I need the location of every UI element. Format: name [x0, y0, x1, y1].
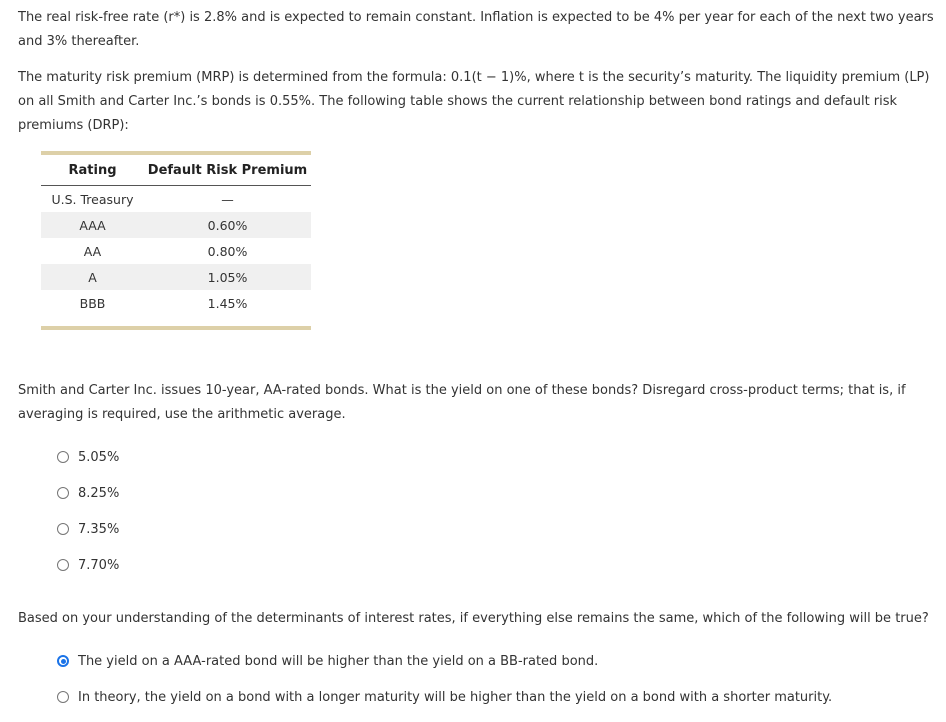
option-label: In theory, the yield on a bond with a longer maturity will be higher than the yield on a bond with a shorter maturity.: [78, 689, 833, 705]
premium-cell: 0.60%: [144, 212, 311, 238]
premium-cell: —: [221, 191, 234, 207]
premium-column-header: Default Risk Premium: [144, 153, 311, 186]
table-header-row: [41, 153, 311, 186]
table-spacer-row: [41, 316, 311, 328]
q1-option-1[interactable]: [57, 483, 119, 503]
table-row: [41, 238, 311, 264]
rating-column-header: Rating: [41, 153, 144, 186]
radio-button[interactable]: [57, 655, 69, 667]
rating-cell: AAA: [41, 212, 144, 238]
mrp-paragraph: The maturity risk premium (MRP) is determined from the formula: 0.1(t − 1)%, where t is the security’s maturity. The liquidity premium (LP) on all Smith and Carter Inc.’s bonds is 0.55%. The following table shows the current relationship between bond ratings and default risk premiums (DRP):: [18, 70, 930, 133]
option-label: 8.25%: [78, 485, 120, 501]
radio-button[interactable]: [57, 487, 69, 499]
table-row: [41, 186, 311, 213]
rating-cell: U.S. Treasury: [51, 191, 134, 207]
question-2-text: Based on your understanding of the determinants of interest rates, if everything else remains the same, which of the following will be true?: [18, 611, 929, 626]
option-label: 7.70%: [78, 557, 120, 573]
intro-paragraph: The real risk-free rate (r*) is 2.8% and is expected to remain constant. Inflation is expected to be 4% per year for each of the next two years and 3% thereafter.: [18, 10, 934, 49]
default-risk-premium-table: [41, 151, 311, 330]
q1-option-0[interactable]: [57, 447, 119, 467]
premium-cell: 1.05%: [144, 264, 311, 290]
table-row: [41, 264, 311, 290]
radio-button[interactable]: [57, 691, 69, 703]
option-label: 5.05%: [78, 449, 120, 465]
premium-cell: 0.80%: [207, 243, 248, 259]
q1-option-2[interactable]: [57, 519, 119, 539]
radio-button[interactable]: [57, 451, 69, 463]
table-row: [41, 212, 311, 238]
option-label: The yield on a AAA-rated bond will be higher than the yield on a BB-rated bond.: [78, 653, 599, 669]
radio-button[interactable]: [57, 559, 69, 571]
rating-cell: BBB: [79, 295, 106, 311]
q2-option-1[interactable]: [57, 687, 832, 707]
rating-cell: AA: [83, 243, 102, 259]
q1-option-3[interactable]: [57, 555, 119, 575]
question-1-text: Smith and Carter Inc. issues 10-year, AA-rated bonds. What is the yield on one of these bonds? Disregard cross-product terms; that is, if averaging is required, use the arithmetic average.: [18, 383, 906, 422]
radio-button[interactable]: [57, 523, 69, 535]
option-label: 7.35%: [78, 521, 120, 537]
premium-cell: 1.45%: [207, 295, 248, 311]
q2-option-0[interactable]: [57, 651, 598, 671]
table-row: [41, 290, 311, 316]
rating-cell: A: [41, 264, 144, 290]
